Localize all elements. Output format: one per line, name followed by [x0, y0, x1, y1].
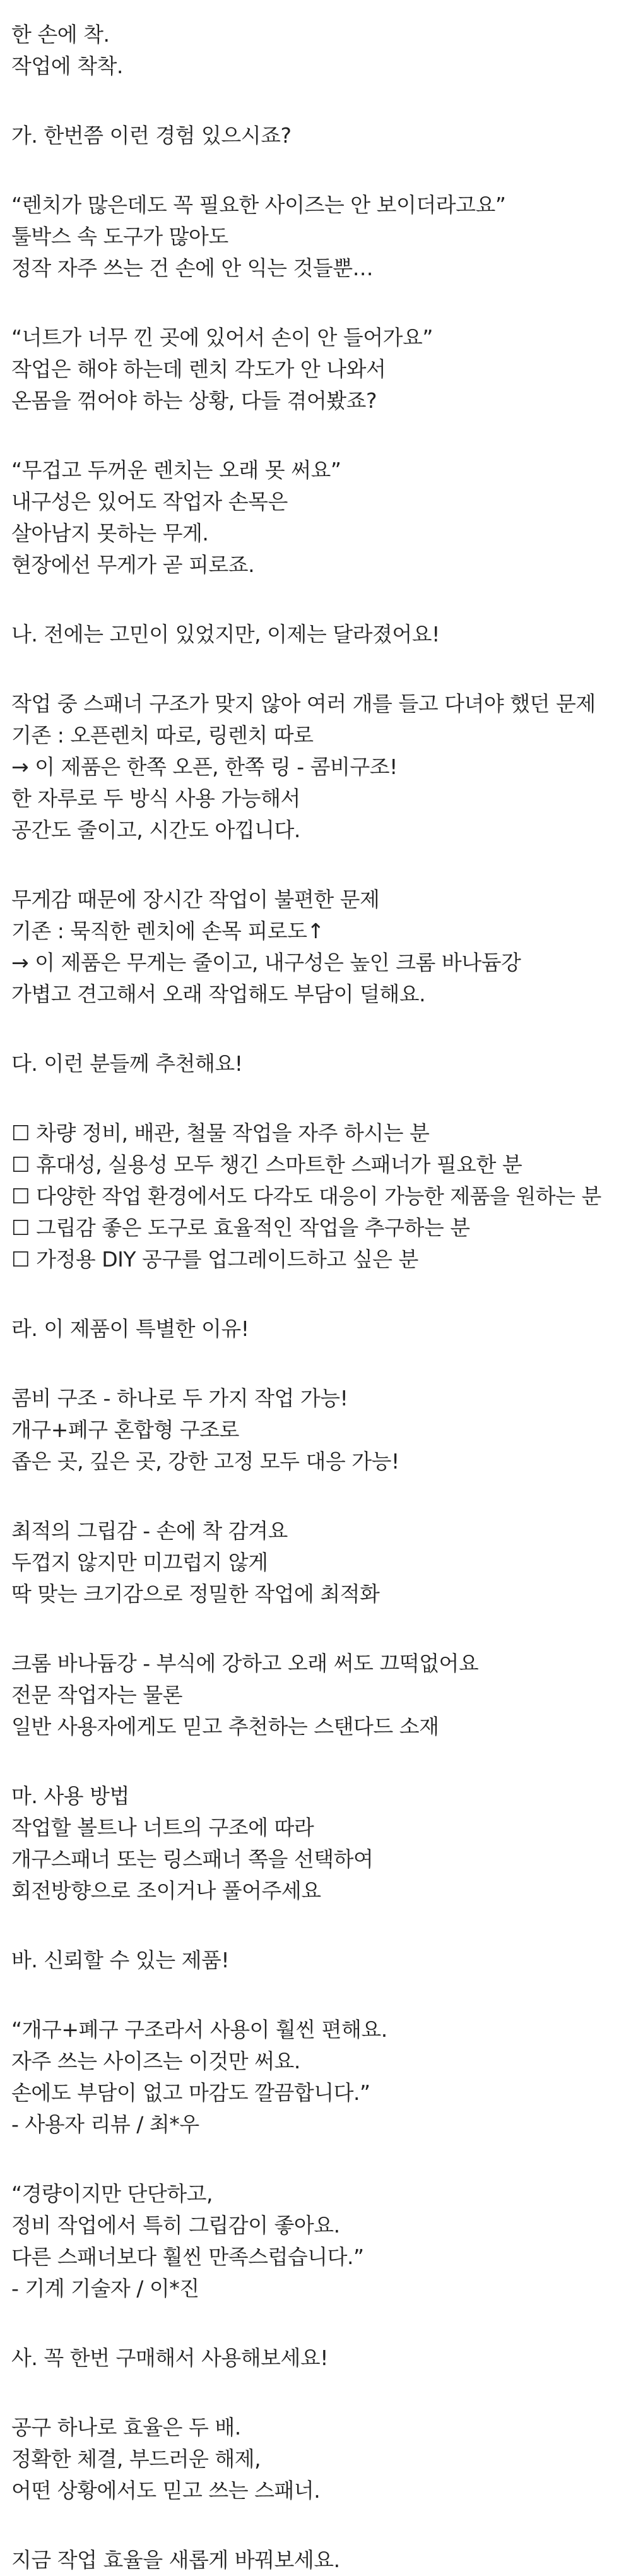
text-line: ☐ 가정용 DIY 공구를 업그레이드하고 싶은 분 [11, 1247, 418, 1272]
text-line: 현장에선 무게가 곧 피로죠. [11, 552, 255, 577]
text-block [11, 1945, 631, 1976]
text-line: 정확한 체결, 부드러운 해제, [11, 2447, 261, 2471]
text-line: ☐ 다양한 작업 환경에서도 다각도 대응이 가능한 제품을 원하는 분 [11, 1184, 601, 1208]
text-line: 작업할 볼트나 너트의 구조에 따라 [11, 1815, 314, 1840]
text-line: 온몸을 꺾어야 하는 상황, 다들 겪어봤죠? [11, 388, 377, 413]
text-line: 사. 꼭 한번 구매해서 사용해보세요! [11, 2346, 328, 2370]
text-line: “렌치가 많은데도 꼭 필요한 사이즈는 안 보이더라고요” [11, 193, 506, 217]
text-line: 내구성은 있어도 작업자 손목은 [11, 489, 288, 514]
text-line: 회전방향으로 조이거나 풀어주세요 [11, 1878, 321, 1903]
text-line: 콤비 구조 - 하나로 두 가지 작업 가능! [11, 1386, 348, 1410]
text-line: 작업 중 스패너 구조가 맞지 않아 여러 개를 들고 다녀야 했던 문제 [11, 691, 596, 716]
text-block [11, 19, 631, 82]
text-line: 나. 전에는 고민이 있었지만, 이제는 달라졌어요! [11, 622, 440, 647]
text-block [11, 619, 631, 650]
text-line: 작업은 해야 하는데 렌치 각도가 안 나와서 [11, 357, 386, 381]
text-line: 툴박스 속 도구가 많아도 [11, 224, 228, 249]
text-block [11, 2544, 631, 2576]
text-line: “경량이지만 단단하고, [11, 2181, 213, 2206]
text-line: 한 손에 착. [11, 22, 110, 47]
text-block [11, 1118, 631, 1275]
text-line: 지금 작업 효율을 새롭게 바꿔보세요. [11, 2548, 340, 2572]
text-block [11, 2014, 631, 2140]
text-line: - 사용자 리뷰 / 최*우 [11, 2112, 199, 2137]
text-line: 최적의 그립감 - 손에 착 감겨요 [11, 1518, 288, 1543]
text-line: - 기계 기술자 / 이*진 [11, 2276, 199, 2301]
text-line: 다른 스패너보다 훨씬 만족스럽습니다.” [11, 2245, 364, 2269]
text-line: 공간도 줄이고, 시간도 아낍니다. [11, 818, 300, 842]
text-line: 다. 이런 분들께 추천해요! [11, 1051, 243, 1076]
text-line: 전문 작업자는 물론 [11, 1683, 183, 1707]
text-line: 마. 사용 방법 [11, 1784, 129, 1808]
text-line: 한 자루로 두 방식 사용 가능해서 [11, 786, 300, 811]
text-line: 기존 : 오픈렌치 따로, 링렌치 따로 [11, 723, 314, 748]
text-line: 기존 : 묵직한 렌치에 손목 피로도↑ [11, 919, 324, 943]
text-block [11, 1048, 631, 1080]
text-line: → 이 제품은 무게는 줄이고, 내구성은 높인 크롬 바나듐강 [11, 950, 521, 975]
text-line: 일반 사용자에게도 믿고 추천하는 스탠다드 소재 [11, 1714, 439, 1739]
text-line: → 이 제품은 한쪽 오픈, 한쪽 링 - 콤비구조! [11, 754, 398, 779]
text-line: 좁은 곳, 깊은 곳, 강한 고정 모두 대응 가능! [11, 1449, 399, 1474]
text-line: 자주 쓰는 사이즈는 이것만 써요. [11, 2049, 300, 2073]
text-block [11, 322, 631, 417]
text-block [11, 1383, 631, 1477]
text-line: 개구+폐구 혼합형 구조로 [11, 1417, 239, 1442]
text-line: 두껍지 않지만 미끄럽지 않게 [11, 1550, 268, 1575]
text-line: ☐ 휴대성, 실용성 모두 챙긴 스마트한 스패너가 필요한 분 [11, 1152, 522, 1177]
text-line: 정비 작업에서 특히 그립감이 좋아요. [11, 2213, 340, 2238]
text-block [11, 2178, 631, 2305]
text-block [11, 1515, 631, 1610]
text-line: 바. 신뢰할 수 있는 제품! [11, 1948, 230, 1972]
text-line: 가. 한번쯤 이런 경험 있으시죠? [11, 123, 292, 148]
text-block [11, 455, 631, 581]
text-line: 크롬 바나듐강 - 부식에 강하고 오래 써도 끄떡없어요 [11, 1651, 479, 1676]
text-block [11, 1648, 631, 1743]
text-block [11, 2412, 631, 2507]
text-block [11, 884, 631, 1010]
text-line: “너트가 너무 낀 곳에 있어서 손이 안 들어가요” [11, 325, 433, 350]
text-line: 무게감 때문에 장시간 작업이 불편한 문제 [11, 887, 380, 912]
text-line: “개구+폐구 구조라서 사용이 훨씬 편해요. [11, 2017, 387, 2042]
text-block [11, 1313, 631, 1345]
text-line: 손에도 부담이 없고 마감도 깔끔합니다.” [11, 2080, 370, 2105]
text-block [11, 120, 631, 152]
text-line: 공구 하나로 효율은 두 배. [11, 2415, 241, 2440]
text-block [11, 1780, 631, 1907]
text-line: ☐ 차량 정비, 배관, 철물 작업을 자주 하시는 분 [11, 1121, 430, 1145]
text-line: “무겁고 두꺼운 렌치는 오래 못 써요” [11, 458, 341, 482]
text-line: 작업에 착착. [11, 54, 123, 78]
text-line: ☐ 그립감 좋은 도구로 효율적인 작업을 추구하는 분 [11, 1215, 470, 1240]
text-block [11, 2342, 631, 2374]
text-line: 개구스패너 또는 링스패너 쪽을 선택하여 [11, 1847, 374, 1871]
text-block [11, 189, 631, 284]
text-line: 살아남지 못하는 무게. [11, 521, 209, 546]
text-line: 가볍고 견고해서 오래 작업해도 부담이 덜해요. [11, 982, 426, 1006]
text-line: 라. 이 제품이 특별한 이유! [11, 1316, 249, 1341]
text-line: 정작 자주 쓰는 건 손에 안 익는 것들뿐… [11, 256, 374, 280]
text-block [11, 688, 631, 846]
text-line: 어떤 상황에서도 믿고 쓰는 스패너. [11, 2478, 321, 2503]
text-line: 딱 맞는 크기감으로 정밀한 작업에 최적화 [11, 1582, 380, 1606]
